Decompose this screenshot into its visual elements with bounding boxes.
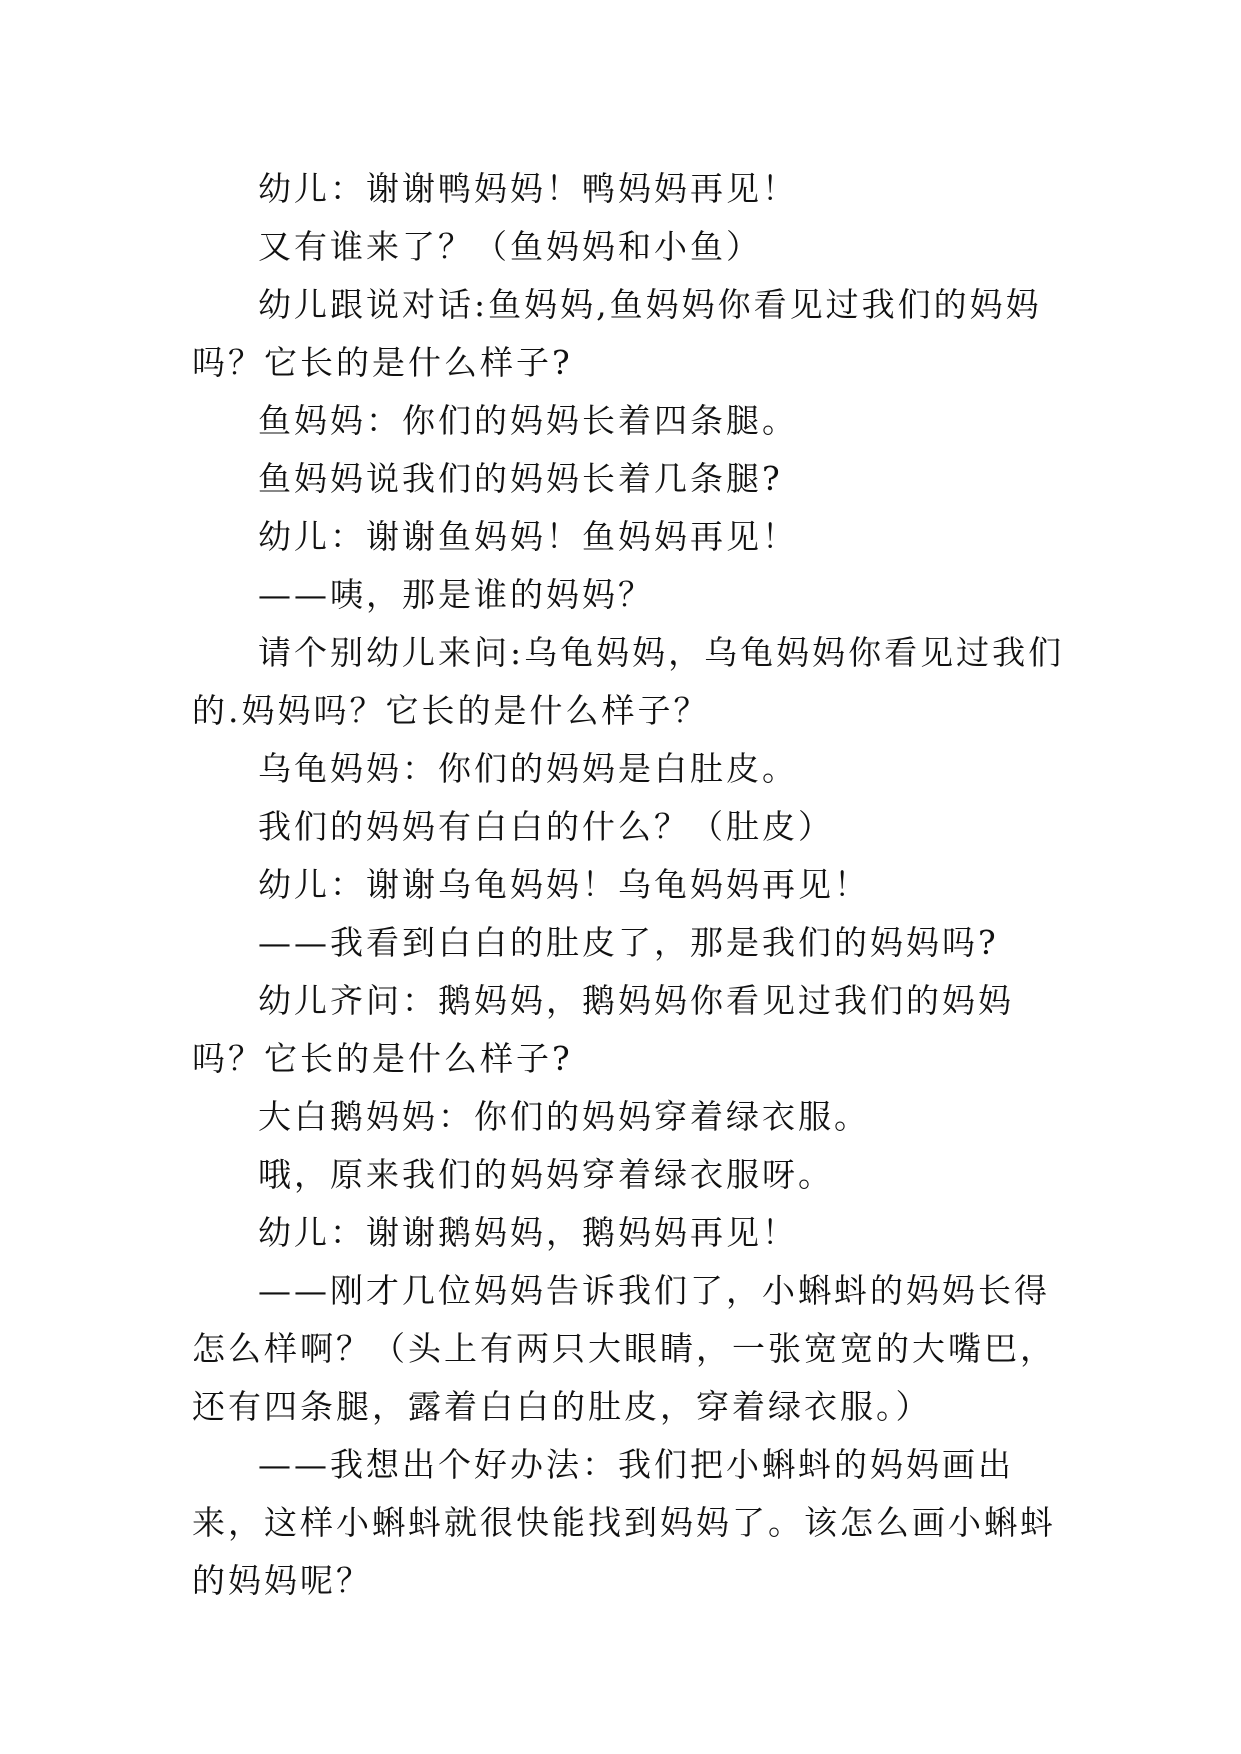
paragraph: ——刚才几位妈妈告诉我们了，小蝌蚪的妈妈长得怎么样啊？（头上有两只大眼睛，一张宽宽的大嘴巴，还有四条腿，露着白白的肚皮，穿着绿衣服。） — [192, 1271, 1056, 1426]
paragraph: 幼儿齐问：鹅妈妈，鹅妈妈你看见过我们的妈妈吗？它长的是什么样子? — [192, 981, 1014, 1078]
paragraph: 幼儿：谢谢鱼妈妈！鱼妈妈再见！ — [258, 517, 798, 556]
paragraph: 我们的妈妈有白白的什么？（肚皮） — [258, 807, 834, 846]
paragraph: 哦，原来我们的妈妈穿着绿衣服呀。 — [258, 1155, 834, 1194]
paragraph: 幼儿：谢谢鸭妈妈！鸭妈妈再见！ — [258, 169, 798, 208]
paragraph: 幼儿跟说对话:鱼妈妈,鱼妈妈你看见过我们的妈妈吗？它长的是什么样子? — [192, 285, 1042, 382]
paragraph: 又有谁来了？（鱼妈妈和小鱼） — [258, 227, 762, 266]
paragraph: 请个别幼儿来问:乌龟妈妈，乌龟妈妈你看见过我们的.妈妈吗？它长的是什么样子？ — [192, 633, 1065, 730]
paragraph: 鱼妈妈说我们的妈妈长着几条腿? — [258, 459, 783, 498]
paragraph: ——我看到白白的肚皮了，那是我们的妈妈吗? — [258, 923, 999, 962]
paragraph: 大白鹅妈妈：你们的妈妈穿着绿衣服。 — [258, 1097, 870, 1136]
paragraph: 乌龟妈妈：你们的妈妈是白肚皮。 — [258, 749, 798, 788]
paragraph: 幼儿：谢谢鹅妈妈，鹅妈妈再见！ — [258, 1213, 798, 1252]
paragraph: 幼儿：谢谢乌龟妈妈！乌龟妈妈再见！ — [258, 865, 870, 904]
document-body — [192, 160, 1067, 1610]
paragraph: 鱼妈妈：你们的妈妈长着四条腿。 — [258, 401, 798, 440]
paragraph: ——咦，那是谁的妈妈？ — [258, 575, 654, 614]
paragraph: ——我想出个好办法：我们把小蝌蚪的妈妈画出来，这样小蝌蚪就很快能找到妈妈了。该怎么画小蝌蚪的妈妈呢？ — [192, 1445, 1056, 1600]
